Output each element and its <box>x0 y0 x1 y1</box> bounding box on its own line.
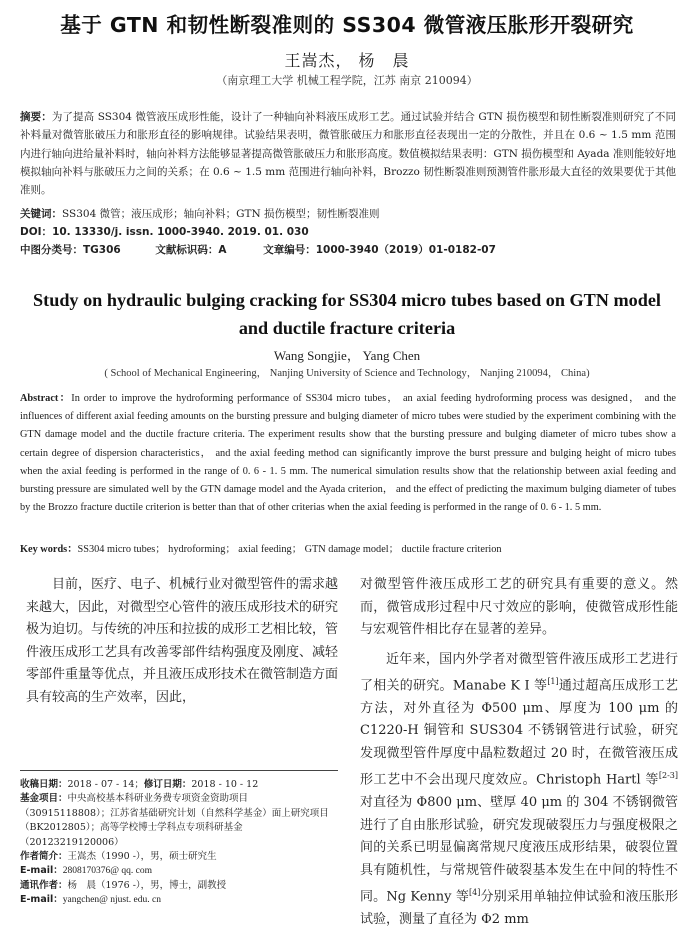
email-label: E-mail： <box>20 865 63 876</box>
article-number-value: 1000-3940（2019）01-0182-07 <box>316 244 496 256</box>
corresponding-label: 通讯作者： <box>20 880 68 891</box>
chinese-title: 基于 GTN 和韧性断裂准则的 SS304 微管液压胀形开裂研究 <box>0 8 694 38</box>
corresponding-value: 杨 晨（1976 -），男，博士，副教授 <box>68 880 227 891</box>
chinese-keywords-text: SS304 微管；液压成形；轴向补料；GTN 损伤模型；韧性断裂准则 <box>62 208 380 220</box>
email-value: yangchen@ njust. edu. cn <box>63 895 161 905</box>
english-authors: Wang Songjie， Yang Chen <box>0 345 694 364</box>
body-paragraph: 对微型管件液压成形工艺的研究具有重要的意义。然而，微管成形过程中尺寸效应的影响，使微管成形性能与宏观管件相比存在显著的差异。 <box>360 574 678 642</box>
clc-value: TG306 <box>83 244 121 256</box>
chinese-abstract-label: 摘要： <box>20 111 52 123</box>
article-number-label: 文章编号： <box>263 244 316 256</box>
chinese-abstract <box>20 108 676 199</box>
body-text: 分别采用单轴拉伸试验和液压胀形试验，测量了直径为 Φ2 mm <box>360 889 678 927</box>
footnotes <box>20 778 338 908</box>
received-label: 收稿日期： <box>20 779 68 790</box>
fund-label: 基金项目： <box>20 793 68 804</box>
english-abstract-label: Abstract： <box>20 393 71 404</box>
body-text: 近年来，国内外学者对微型管件液压成形工艺进行了相关的研究。Manabe K I 等 <box>360 652 678 694</box>
body-text: 通过超高压成形工艺方法，对外直径为 Φ500 μm、厚度为 100 μm 的 C1220-H 铜管和 SUS304 不锈钢管进行试验，研究发现微型管件厚度中晶粒数超过 20 时，在微管液压成形工艺中不会出现尺度效应。Christoph Hartl 等 <box>360 678 678 787</box>
english-abstract <box>20 390 676 517</box>
clc-label: 中图分类号： <box>20 244 83 256</box>
email-value: 2808170376@ qq. com <box>63 866 152 876</box>
body-paragraph: 目前，医疗、电子、机械行业对微型管件的需求越来越大，因此，对微型空心管件的液压成形技术的研究极为迫切。与传统的冲压和拉拔的成形工艺相比较，管件液压成形工艺具有改善零部件结构强度及刚度、减轻零部件重量等优点，并且液压成形技术在微管制造方面具有较高的生产效率，因此， <box>26 574 338 709</box>
email-label: E-mail： <box>20 894 63 905</box>
author-bio-label: 作者简介： <box>20 851 68 862</box>
revised-label: 修订日期： <box>144 779 192 790</box>
author-bio-value: 王嵩杰（1990 -），男，硕士研究生 <box>68 851 217 862</box>
english-keywords <box>20 540 676 555</box>
body-left-column <box>26 574 338 709</box>
body-paragraph <box>360 649 678 931</box>
citation-reference: [2-3] <box>659 771 678 780</box>
english-keywords-label: Key words： <box>20 544 78 555</box>
doi-line <box>20 224 309 239</box>
received-value: 2018 - 07 - 14； <box>68 779 144 790</box>
body-right-column <box>360 574 678 931</box>
fund-info <box>20 792 338 850</box>
english-abstract-text: In order to improve the hydroforming performance of SS304 micro tubes， an axial feeding hydroforming process was designed， and the influences of different axial feeding amounts on the bursting pressure and bulging diameter of micro tubes were studied by the experiment combining with the GTN damage model and the ductile fracture criteria. The experiment results show that the bursting pressure and bulging diameter of micro tubes show a certain degree of dispersion characteristics， and the axial feeding method can significantly improve the burst pressure and bulging height of micro tubes when the axial feeding is performed in the range of 0. 6 - 1. 5 mm. The numerical simulation results show that the relationship between axial feeding and bursting pressure are simulated well by the GTN damage model and the Ayada criterion， and the effect of predicting the maximum bulging diameter of tubes by the Brozzo fracture ductile criterion is better than that of other criterias when the axial feeding is performed in the range of 0. 6 - 1. 5 mm. <box>20 393 676 513</box>
chinese-abstract-text: 为了提高 SS304 微管液压成形性能，设计了一种轴向补料液压成形工艺。通过试验并结合 GTN 损伤模型和韧性断裂准则研究了不同补料量对微管胀破压力和胀形直径的影响规律。试验结果表明，微管胀破压力和胀形直径表现出一定的分散性，并且在 0.6 ~ 1.5 mm 范围内进行轴向进给量补料时，轴向补料方法能够显著提高微管胀破压力和胀形高度。数值模拟结果表明：GTN 损伤模型和 Ayada 准则能较好地模拟轴向补料与胀破压力之间的关系；在 0.6 ~ 1.5 mm 范围进行轴向补料，Brozzo 韧性断裂准则预测管件胀形最大直径的效果要优于其他准则。 <box>20 111 676 196</box>
english-affiliation: ( School of Mechanical Engineering， Nanjing University of Science and Technology， Nanjing 210094， China) <box>0 365 694 380</box>
footnote-divider <box>20 770 338 771</box>
received-dates <box>20 778 338 792</box>
english-title: Study on hydraulic bulging cracking for SS304 micro tubes based on GTN model and ductile fracture criteria <box>30 286 664 342</box>
doi-label: DOI： <box>20 226 52 238</box>
body-text: 对直径为 Φ800 μm、壁厚 40 μm 的 304 不锈钢微管进行了自由胀形试验，研究发现破裂压力与强度极限之间的关系已明显偏离常规尺度液压成形结果，破裂位置具有随机性，与常规管件破裂基本发生在中间的特性不同。Ng Kenny 等 <box>360 795 678 904</box>
classification-line <box>20 242 496 257</box>
citation-reference: [4] <box>469 888 480 897</box>
author-email <box>20 864 338 878</box>
doi-value: 10. 13330/j. issn. 1000-3940. 2019. 01. 030 <box>52 226 309 238</box>
corresponding-email <box>20 893 338 907</box>
author-bio <box>20 850 338 864</box>
chinese-affiliation: （南京理工大学 机械工程学院，江苏 南京 210094） <box>0 72 694 88</box>
chinese-keywords <box>20 206 380 221</box>
corresponding-author <box>20 879 338 893</box>
doc-code-label: 文献标识码： <box>155 244 218 256</box>
citation-reference: [1] <box>547 677 558 686</box>
fund-value: 中央高校基本科研业务费专项资金资助项目（30915118808）；江苏省基础研究计划（自然科学基金）面上研究项目（BK2012805）；高等学校博士学科点专项科研基金（20123219120006） <box>20 793 329 847</box>
english-keywords-text: SS304 micro tubes； hydroforming； axial feeding； GTN damage model； ductile fracture criterion <box>78 544 502 555</box>
chinese-keywords-label: 关键词： <box>20 208 62 220</box>
doc-code-value: A <box>218 244 226 256</box>
revised-value: 2018 - 10 - 12 <box>191 779 258 790</box>
chinese-authors: 王嵩杰， 杨 晨 <box>0 48 694 71</box>
